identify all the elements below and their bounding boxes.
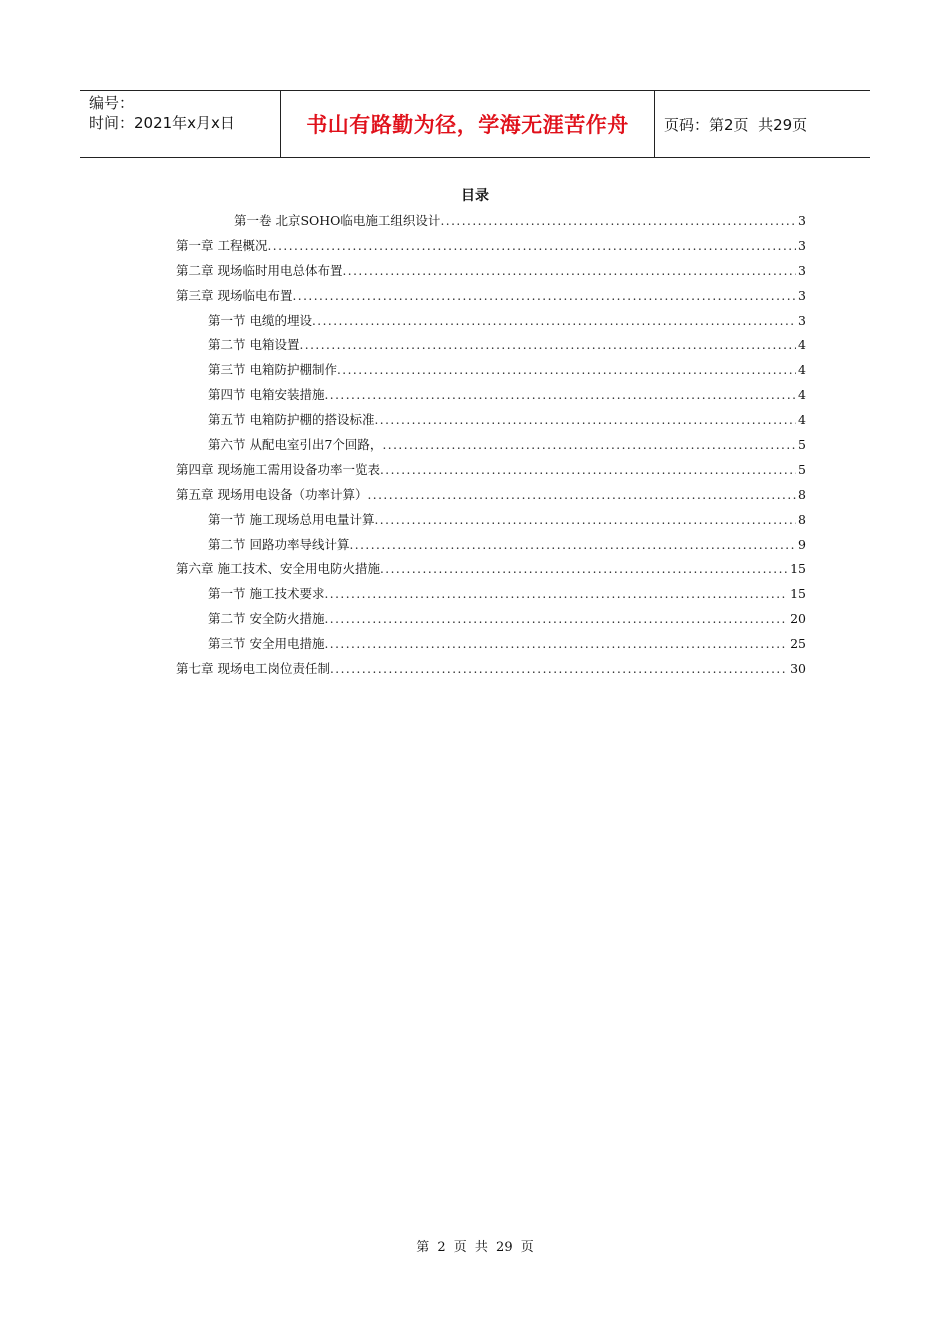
toc-entry[interactable] (176, 582, 806, 607)
toc-leader-dots (382, 433, 796, 458)
toc-leader-dots (440, 209, 796, 234)
toc-entry-text: 第一节 电缆的埋设 (208, 312, 312, 328)
toc-entry-text: 第五章 现场用电设备（功率计算） (176, 486, 368, 502)
toc-entry[interactable] (176, 309, 806, 334)
toc-leader-dots (374, 408, 796, 433)
toc-entry[interactable] (176, 607, 806, 632)
toc-entry-page: 3 (798, 237, 806, 253)
header-motto-cell (281, 91, 655, 157)
toc-entry-text: 第四章 现场施工需用设备功率一览表 (176, 461, 380, 477)
toc-entry-page: 30 (790, 661, 806, 677)
toc-entry-page: 9 (798, 536, 806, 552)
toc-entry-page: 3 (798, 312, 806, 328)
toc-entry[interactable] (176, 657, 806, 682)
header-meta (80, 91, 281, 157)
toc-entry[interactable] (176, 358, 806, 383)
toc-entry-page: 8 (798, 486, 806, 502)
toc-entry-text: 第四节 电箱安装措施 (208, 387, 325, 403)
toc-entry-page: 20 (790, 611, 806, 627)
toc-entry[interactable] (176, 333, 806, 358)
toc-leader-dots (349, 533, 796, 558)
toc-leader-dots (324, 632, 788, 657)
toc-entry-text: 第一卷 北京SOHO临电施工组织设计 (234, 213, 441, 228)
toc-entry[interactable] (176, 284, 806, 309)
toc-entry-text: 第一节 施工现场总用电量计算 (208, 511, 375, 527)
toc-entry-text: 第三节 安全用电措施 (208, 636, 325, 652)
toc-entry-text: 第二章 现场临时用电总体布置 (176, 262, 343, 278)
toc-leader-dots (330, 657, 788, 682)
toc-entry[interactable] (176, 508, 806, 533)
toc-entry-page: 25 (790, 636, 806, 652)
toc-entry-text: 第七章 现场电工岗位责任制 (176, 661, 330, 677)
toc-entry[interactable] (176, 557, 806, 582)
toc-entry-page: 3 (798, 262, 806, 278)
toc-leader-dots (367, 483, 796, 508)
toc-entry-text: 第六节 从配电室引出7个回路， (208, 437, 383, 453)
toc-leader-dots (380, 458, 796, 483)
toc-entry-text: 第六章 施工技术、安全用电防火措施 (176, 561, 380, 577)
toc-entry[interactable] (176, 632, 806, 657)
document-time-label: 时间：2021年x月x日 (89, 114, 235, 132)
toc-leader-dots (324, 582, 788, 607)
toc-entry-text: 第三节 电箱防护棚制作 (208, 362, 337, 378)
toc-leader-dots (342, 259, 796, 284)
toc-entry-page: 3 (798, 287, 806, 303)
toc-entry-page: 5 (798, 437, 806, 453)
header-page-cell (655, 91, 870, 157)
toc-leader-dots (267, 234, 796, 259)
toc-entry-text: 第二节 电箱设置 (208, 337, 300, 353)
toc-entry-page: 4 (798, 337, 806, 353)
toc-entry-text: 第三章 现场临电布置 (176, 287, 293, 303)
toc-entry[interactable] (176, 533, 806, 558)
toc-entry-page: 4 (798, 412, 806, 428)
toc-entry[interactable] (176, 408, 806, 433)
header-motto: 书山有路勤为径，学海无涯苦作舟 (306, 113, 629, 137)
toc-entry[interactable] (176, 433, 806, 458)
toc-entry[interactable] (176, 483, 806, 508)
document-number-label: 编号： (89, 94, 135, 112)
toc-entry-page: 3 (798, 213, 806, 228)
toc-entry-page: 8 (798, 511, 806, 527)
toc-leader-dots (292, 284, 796, 309)
page-header (80, 90, 870, 158)
page-footer: 第 2 页 共 29 页 (416, 1240, 534, 1255)
toc-entry-text: 第一节 施工技术要求 (208, 586, 325, 602)
toc-entry-text: 第二节 安全防火措施 (208, 611, 325, 627)
header-page-info: 页码：第2页 共29页 (664, 115, 808, 134)
toc-leader-dots (299, 333, 796, 358)
toc-entry-page: 4 (798, 362, 806, 378)
toc-entry-text: 第一章 工程概况 (176, 237, 268, 253)
toc-entry[interactable] (176, 383, 806, 408)
toc-entry[interactable] (176, 458, 806, 483)
toc-leader-dots (337, 358, 796, 383)
toc-entry-page: 15 (790, 586, 806, 602)
toc-entry-text: 第二节 回路功率导线计算 (208, 536, 350, 552)
toc-leader-dots (374, 508, 796, 533)
toc-entry[interactable] (176, 234, 806, 259)
toc-entry[interactable] (176, 209, 806, 234)
toc-entry-page: 5 (798, 461, 806, 477)
toc-entry-page: 4 (798, 387, 806, 403)
toc-leader-dots (312, 309, 796, 334)
toc-leader-dots (380, 557, 788, 582)
toc-entry-page: 15 (790, 561, 806, 577)
toc-leader-dots (324, 607, 788, 632)
toc-leader-dots (324, 383, 796, 408)
toc-title: 目录 (461, 188, 489, 204)
table-of-contents (176, 209, 806, 682)
toc-entry[interactable] (176, 259, 806, 284)
toc-entry-text: 第五节 电箱防护棚的搭设标准 (208, 412, 375, 428)
